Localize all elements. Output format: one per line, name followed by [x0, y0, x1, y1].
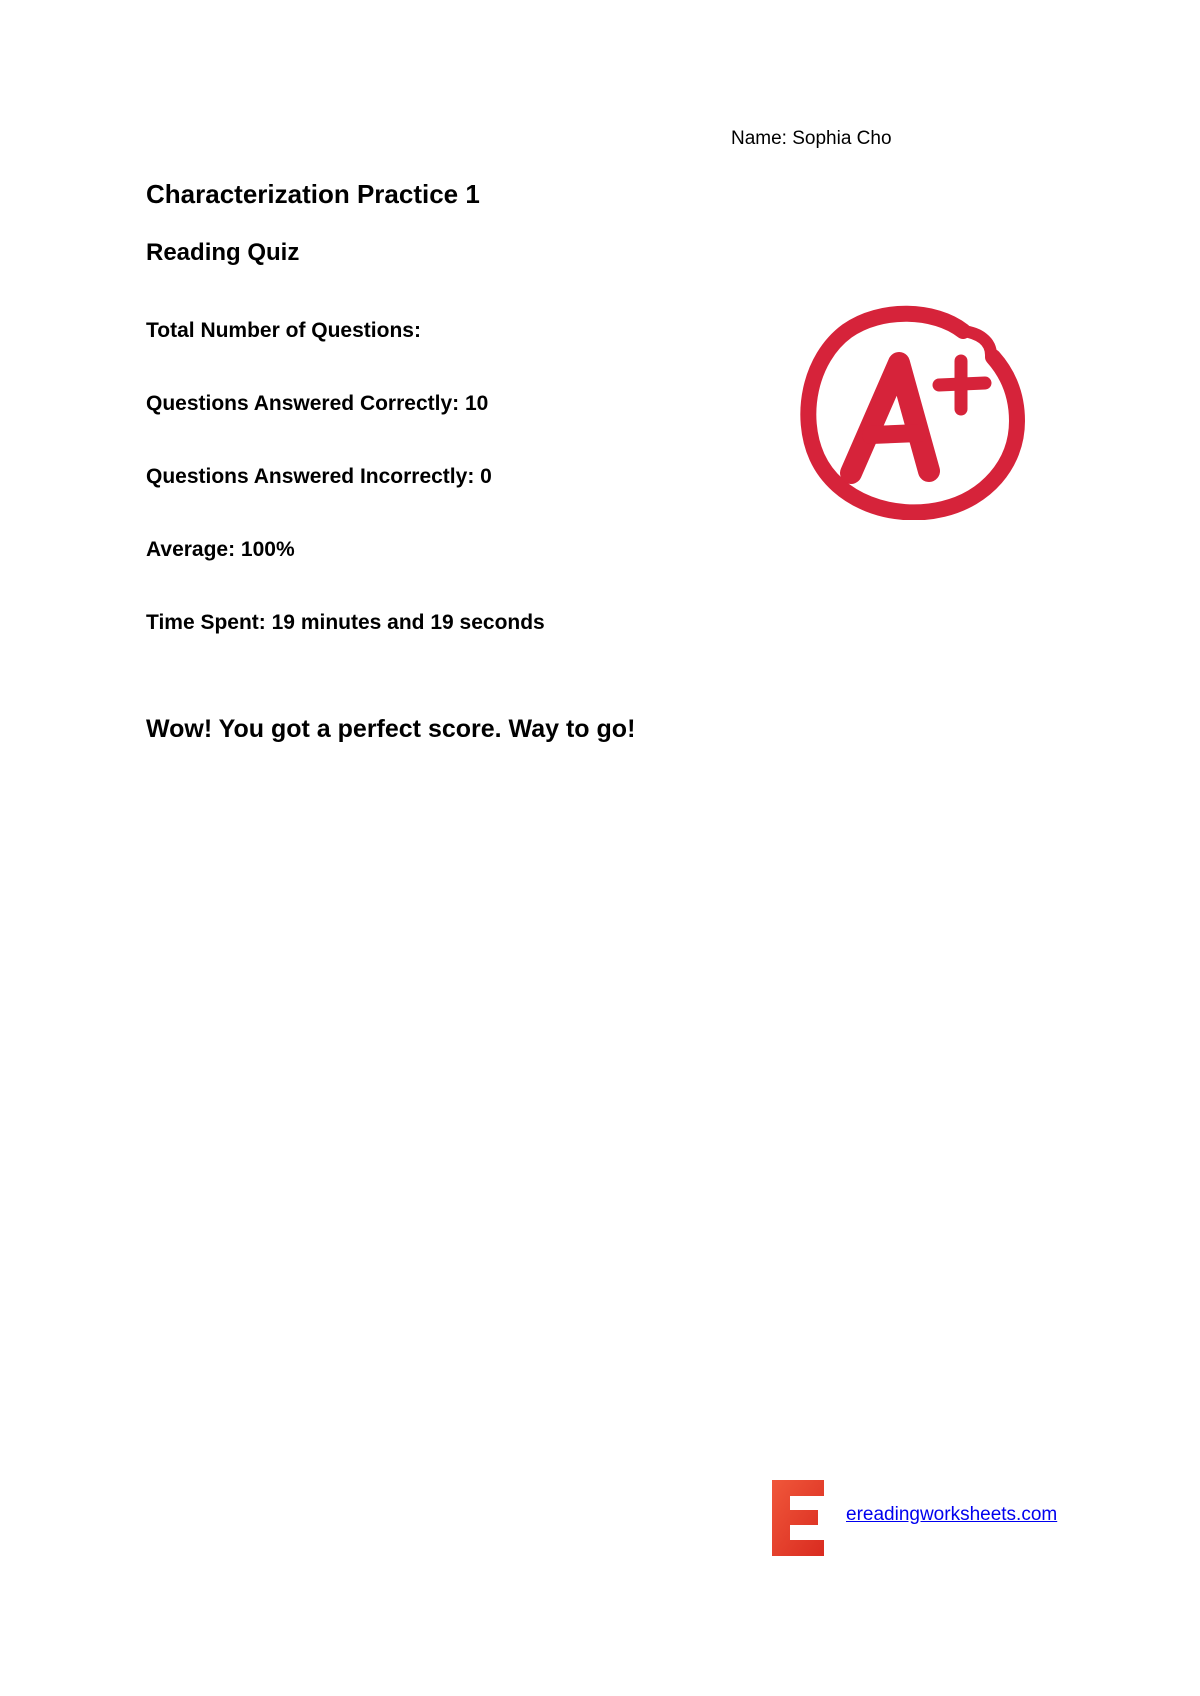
quiz-subtitle: Reading Quiz	[146, 239, 300, 266]
time-spent-stat: Time Spent: 19 minutes and 19 seconds	[146, 611, 545, 634]
average-stat: Average: 100%	[146, 538, 295, 561]
site-link[interactable]: ereadingworksheets.com	[846, 1504, 1058, 1525]
incorrect-answers-stat: Questions Answered Incorrectly: 0	[146, 465, 492, 488]
quiz-title: Characterization Practice 1	[146, 179, 480, 209]
result-message: Wow! You got a perfect score. Way to go!	[146, 715, 636, 743]
ereadingworksheets-e-logo-icon	[770, 1478, 826, 1558]
correct-answers-stat: Questions Answered Correctly: 10	[146, 392, 489, 415]
total-questions-stat: Total Number of Questions:	[146, 319, 421, 342]
grade-a-plus-stamp-icon	[795, 305, 1025, 520]
name-line: Name: Sophia Cho	[731, 128, 892, 149]
